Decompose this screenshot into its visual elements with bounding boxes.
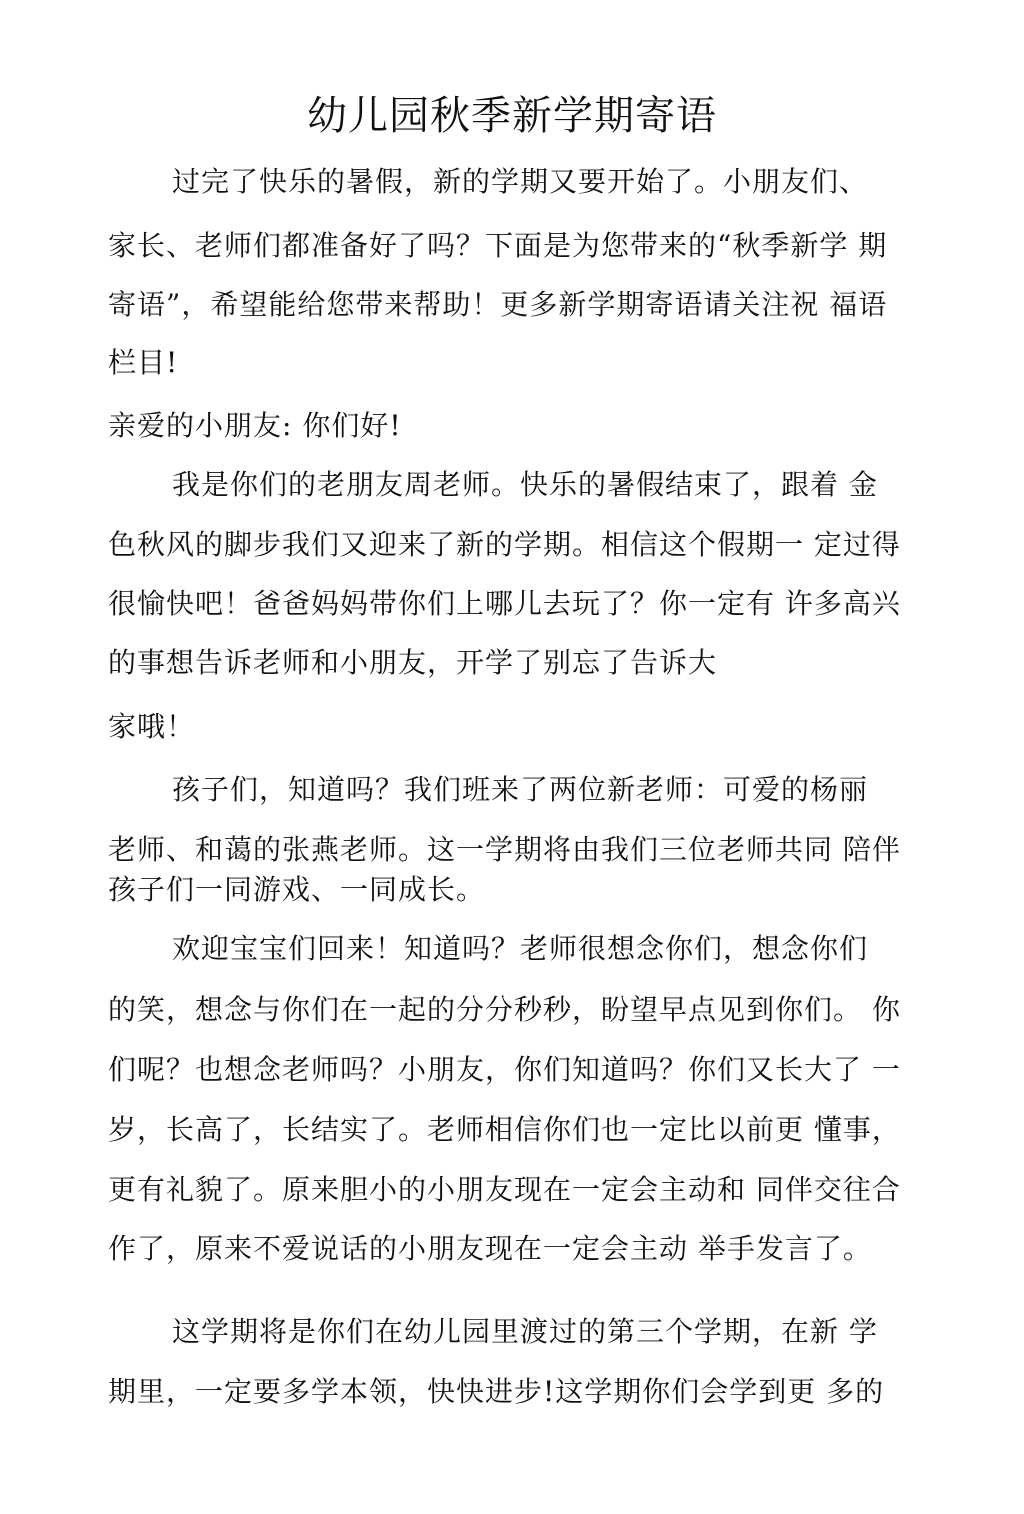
body-line: 很愉快吧！爸爸妈妈带你们上哪儿去玩了？你一定有 许多高兴 <box>108 587 901 620</box>
body-line: 这学期将是你们在幼儿园里渡过的第三个学期，在新 学 <box>172 1315 878 1348</box>
body-line: 岁，长高了，长结实了。老师相信你们也一定比以前更 懂事， <box>108 1113 901 1146</box>
body-line: 老师、和蔼的张燕老师。这一学期将由我们三位老师共同 陪伴 <box>108 833 901 866</box>
body-line: 我是你们的老朋友周老师。快乐的暑假结束了，跟着 金 <box>172 468 878 501</box>
body-line: 栏目! <box>108 346 179 379</box>
body-line: 家哦！ <box>108 710 196 743</box>
body-line: 的事想告诉老师和小朋友，开学了别忘了告诉大 <box>108 646 718 679</box>
body-line: 孩子们一同游戏、一同成长。 <box>108 873 486 906</box>
body-line: 寄语”，希望能给您带来帮助！更多新学期寄语请关注祝 福语 <box>108 288 888 321</box>
body-line: 欢迎宝宝们回来！知道吗？老师很想念你们，想念你们 <box>172 932 869 965</box>
body-line: 孩子们，知道吗？我们班来了两位新老师：可爱的杨丽 <box>172 773 869 806</box>
body-line: 更有礼貌了。原来胆小的小朋友现在一定会主动和 同伴交往合 <box>108 1173 901 1206</box>
body-line: 期里，一定要多学本领，快快进步!这学期你们会学到更 多的 <box>108 1375 885 1408</box>
document-title: 幼儿园秋季新学期寄语 <box>307 93 717 139</box>
greeting-line: 亲爱的小朋友: 你们好! <box>108 409 402 442</box>
body-line: 色秋风的脚步我们又迎来了新的学期。相信这个假期一 定过得 <box>108 528 901 561</box>
body-line: 们呢？也想念老师吗？小朋友，你们知道吗？你们又长大了 一 <box>108 1053 901 1086</box>
body-line: 过完了快乐的暑假，新的学期又要开始了。小朋友们、 <box>172 165 869 198</box>
body-line: 的笑，想念与你们在一起的分分秒秒，盼望早点见到你们。 你 <box>108 993 901 1026</box>
body-line: 家长、老师们都准备好了吗？下面是为您带来的“秋季新学 期 <box>108 229 888 262</box>
body-line: 作了，原来不爱说话的小朋友现在一定会主动 举手发言了。 <box>108 1232 872 1265</box>
